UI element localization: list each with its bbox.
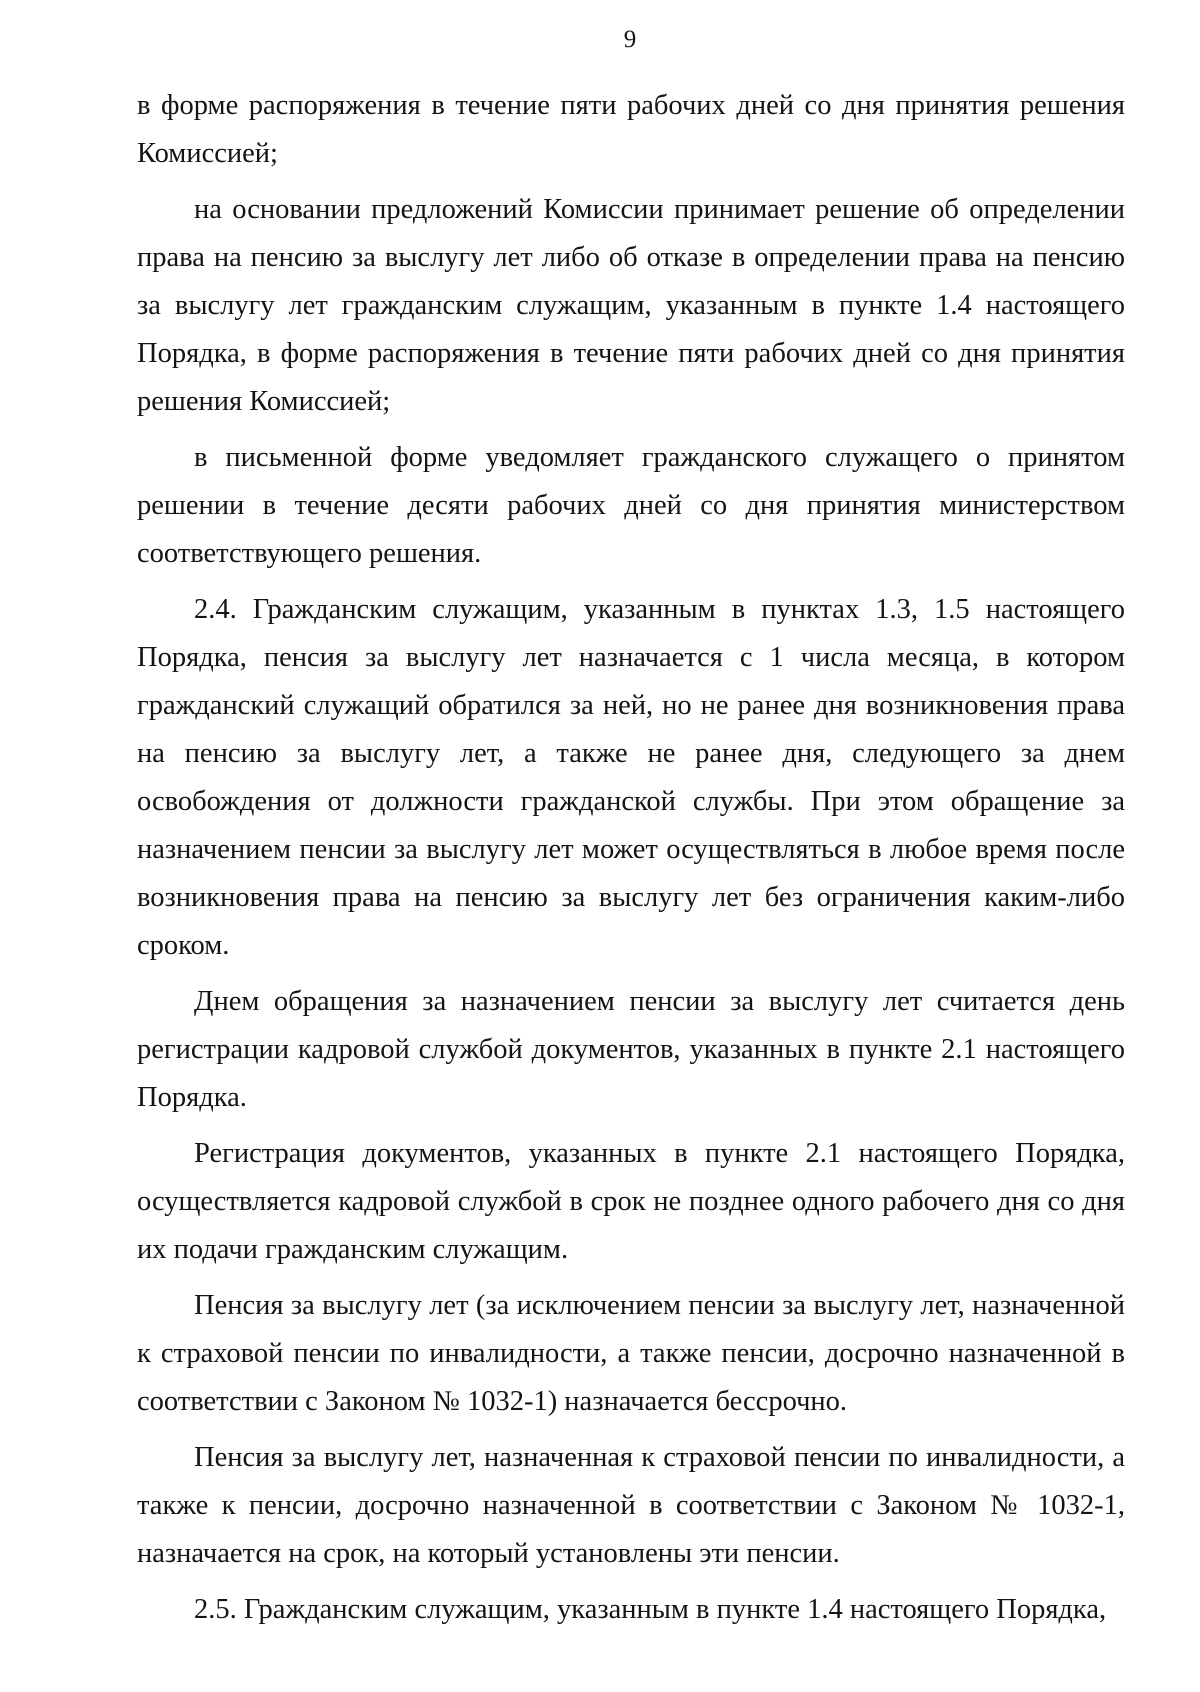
- paragraph: на основании предложений Комиссии принимает решение об определении права на пенсию за выслугу лет либо об отказе в определении права на пенсию за выслугу лет гражданским служащим, указанным в пункте 1.4 настоящего Порядка, в форме распоряжения в течение пяти рабочих дней со дня принятия решения Комиссией;: [137, 194, 1125, 417]
- paragraph: Пенсия за выслугу лет, назначенная к страховой пенсии по инвалидности, а также к пенсии, досрочно назначенной в соответствии с Законом № 1032-1, назначается на срок, на который установлены эти пенсии.: [137, 1442, 1125, 1569]
- paragraph: Пенсия за выслугу лет (за исключением пенсии за выслугу лет, назначенной к страховой пенсии по инвалидности, а также пенсии, досрочно назначенной в соответствии с Законом № 1032-1) назначается бессрочно.: [137, 1290, 1125, 1417]
- paragraph: Днем обращения за назначением пенсии за выслугу лет считается день регистрации кадровой службой документов, указанных в пункте 2.1 настоящего Порядка.: [137, 986, 1125, 1113]
- document-body: [137, 82, 1125, 1634]
- paragraph: Регистрация документов, указанных в пункте 2.1 настоящего Порядка, осуществляется кадровой службой в срок не позднее одного рабочего дня со дня их подачи гражданским служащим.: [137, 1138, 1125, 1265]
- paragraph: в письменной форме уведомляет гражданского служащего о принятом решении в течение десяти рабочих дней со дня принятия министерством соответствующего решения.: [137, 442, 1125, 569]
- paragraph: 2.5. Гражданским служащим, указанным в пункте 1.4 настоящего Порядка,: [194, 1594, 1107, 1625]
- page-number: 9: [623, 26, 637, 53]
- paragraph-continuation: в форме распоряжения в течение пяти рабочих дней со дня принятия решения Комиссией;: [137, 90, 1125, 169]
- paragraph: 2.4. Гражданским служащим, указанным в пунктах 1.3, 1.5 настоящего Порядка, пенсия за выслугу лет назначается с 1 числа месяца, в котором гражданский служащий обратился за ней, но не ранее дня возникновения права на пенсию за выслугу лет, а также не ранее дня, следующего за днем освобождения от должности гражданской службы. При этом обращение за назначением пенсии за выслугу лет может осуществляться в любое время после возникновения права на пенсию за выслугу лет без ограничения каким-либо сроком.: [137, 594, 1125, 961]
